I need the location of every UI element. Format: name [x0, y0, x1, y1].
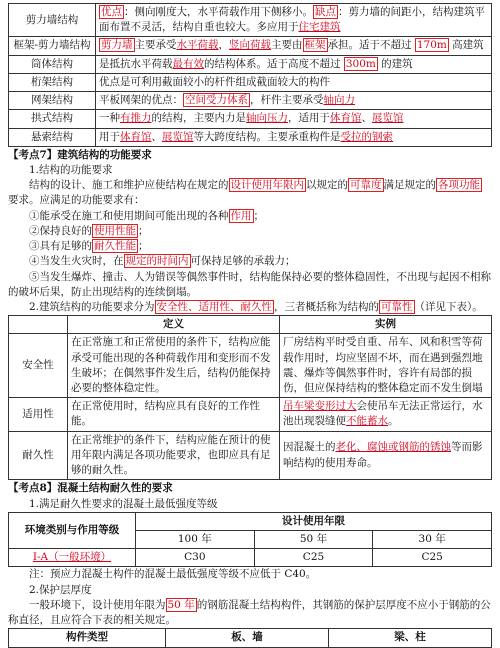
- table-row: [9, 37, 492, 55]
- text-segment: 一种: [99, 112, 120, 125]
- function-definition: [68, 398, 280, 431]
- function-example: [280, 398, 492, 431]
- function-name: 耐久性: [9, 431, 68, 480]
- highlight-text: 可靠性: [381, 300, 413, 313]
- section8-sub2: 2.保护层厚度: [29, 583, 92, 596]
- table-row: [9, 4, 492, 37]
- text-segment: （详见下表）。: [414, 300, 483, 313]
- text-segment: 优点是可利用截面较小的杆件组成截面较大的构件: [99, 75, 330, 88]
- requirement-item: [8, 270, 492, 300]
- text-segment: ④当发生火灾时，在: [29, 255, 124, 268]
- highlight-text: 体育馆: [330, 112, 362, 125]
- highlight-text: 老化、腐蚀或钢筋的锈蚀: [335, 441, 451, 454]
- highlight-text: 安全性、适用性、耐久性: [156, 300, 273, 313]
- highlight-text: 竖向荷载: [229, 39, 271, 52]
- structure-name: 剪力墙结构: [9, 4, 96, 37]
- grade-table-row-label: I-A（一般环境）: [9, 549, 136, 567]
- text-segment: 一般环境下，设计使用年限为: [29, 598, 166, 611]
- highlight-text: 170m: [416, 39, 447, 52]
- function-definition: [68, 334, 280, 398]
- text-segment: ，: [218, 39, 229, 52]
- text-segment: ；: [138, 224, 149, 237]
- function-table: [8, 315, 492, 480]
- grade-table-value: C25: [254, 549, 373, 567]
- text-segment: 高建筑: [448, 39, 484, 52]
- cover-table: [8, 628, 492, 647]
- section8-sub1: 1.满足耐久性要求的混凝土最低强度等级: [29, 497, 218, 510]
- requirement-item: [8, 224, 492, 239]
- text-segment: ；: [138, 240, 149, 253]
- grade-table-left-header: 环境类别与作用等级: [9, 512, 136, 548]
- cover-table-header-type: 构件类型: [9, 629, 166, 647]
- table-row: [9, 73, 492, 91]
- structure-description: [96, 110, 492, 128]
- grade-table: [8, 512, 492, 568]
- text-segment: 在正常施工和正常使用的条件下，结构应能承受可能出现的各种荷载作用和变形而不发生破坏；在偶然事件发生后，结构仍能保持必要的整体稳定性。: [71, 336, 271, 395]
- function-table-corner: [9, 316, 68, 334]
- highlight-text: 300m: [345, 57, 376, 70]
- function-table-header-definition: 定义: [68, 316, 280, 334]
- highlight-text: 框架: [304, 39, 326, 52]
- text-segment: 在正常维护的条件下，结构应能在预计的使用年限内满足各项功能要求，也即应具有足够的耐久性。: [71, 433, 271, 477]
- text-segment: 的建筑: [377, 57, 413, 70]
- structure-name: 筒体结构: [9, 55, 96, 73]
- text-segment: 的结构体系。适于高度不超过: [204, 57, 344, 70]
- grade-table-year: 100 年: [136, 531, 255, 549]
- text-segment: 主要承受: [134, 39, 177, 52]
- highlight-text: 轴向力: [323, 94, 355, 107]
- structure-table: [8, 3, 492, 147]
- function-example: [280, 334, 492, 398]
- text-segment: ：剪力墙的间距小，结构建筑平面布置不灵活，结构自重也较大。多应用于: [99, 6, 485, 34]
- text-segment: 会使吊车无法正常运行，水池出现裂缝便: [283, 400, 483, 428]
- highlight-text: 优点: [101, 6, 122, 18]
- text-segment: ：侧向刚度大，水平荷载作用下侧移小。: [124, 6, 313, 18]
- table-row: [9, 334, 492, 398]
- highlight-text: 可靠度: [350, 179, 382, 192]
- function-table-header-example: 实例: [280, 316, 492, 334]
- highlight-text: 受拉的钢索: [340, 130, 393, 143]
- structure-name: 拱式结构: [9, 110, 96, 128]
- highlight-text: 不能蓄水: [346, 415, 388, 428]
- highlight-text: 轴向压力: [246, 112, 288, 125]
- section7-para2: [8, 300, 492, 315]
- section7-para1: [8, 178, 492, 208]
- cover-table-header-slab: 板、墙: [166, 629, 329, 647]
- structure-description: [96, 37, 492, 55]
- table-row: [9, 92, 492, 110]
- text-segment: ，适用于: [288, 112, 330, 125]
- table-row: [9, 128, 492, 146]
- text-segment: ⑤当发生爆炸、撞击、人为错误等偶然事件时，结构能保持必要的整体稳固性，不出现与起因不相称的破坏后果，防止出现结构的连续倒塌。: [8, 270, 491, 298]
- section7-requirement-list: [8, 209, 492, 300]
- table-row: [9, 431, 492, 480]
- text-segment: 、: [361, 112, 372, 125]
- grade-table-value: C25: [373, 549, 492, 567]
- section8-para3: [8, 598, 492, 628]
- highlight-text: 50 年: [167, 598, 195, 611]
- text-segment: 。: [388, 415, 399, 428]
- cover-table-header-beam: 梁、柱: [329, 629, 492, 647]
- requirement-item: [8, 209, 492, 224]
- grade-table-value: C30: [136, 549, 255, 567]
- function-name: 安全性: [9, 334, 68, 398]
- highlight-text: 体育馆: [120, 130, 152, 143]
- text-segment: 要求。应满足的功能要求有：: [8, 194, 145, 207]
- structure-description: [96, 73, 492, 91]
- highlight-text: 水平荷载: [176, 39, 219, 52]
- text-segment: 承担。适于不超过: [327, 39, 415, 52]
- text-segment: ，杆件主要承受: [250, 94, 324, 107]
- highlight-text: 空间受力体系: [185, 94, 248, 107]
- highlight-text: 耐久性能: [94, 240, 136, 253]
- function-definition: [68, 431, 280, 480]
- text-segment: 等大跨度结构。主要承重构件是: [193, 130, 341, 143]
- text-segment: 主要由: [271, 39, 303, 52]
- text-segment: 是抵抗水平荷载: [99, 57, 173, 70]
- grade-note: 注：预应力混凝土构件的混凝土最低强度等级不应低于 C40。: [29, 568, 317, 581]
- grade-table-year: 30 年: [373, 531, 492, 549]
- highlight-text: 各项功能: [438, 179, 480, 192]
- highlight-text: 使用性能: [94, 224, 136, 237]
- text-segment: 的结构，主要内力是: [151, 112, 246, 125]
- highlight-text: 吊车梁变形过大: [283, 400, 357, 413]
- highlight-text: 作用: [230, 209, 252, 222]
- text-segment: ②保持良好的: [29, 224, 92, 237]
- text-segment: ，三者概括称为结构的: [274, 300, 380, 313]
- highlight-text: 住宅建筑: [298, 21, 341, 34]
- requirement-item: [8, 239, 492, 254]
- text-segment: 结构的设计、施工和维护应使结构在规定的: [29, 179, 229, 192]
- structure-description: [96, 92, 492, 110]
- text-segment: 在正常使用时，结构应具有良好的工作性能。: [71, 400, 260, 428]
- highlight-text: 展览馆: [162, 130, 194, 143]
- section8-heading: 【考点8】混凝土结构耐久性的要求: [8, 482, 173, 495]
- section7-sub1: 1.结构的功能要求: [29, 163, 113, 176]
- structure-name: 网架结构: [9, 92, 96, 110]
- grade-table-year: 50 年: [254, 531, 373, 549]
- text-segment: 、: [151, 130, 162, 143]
- text-segment: 平板网架的优点：: [99, 94, 183, 107]
- text-segment: 因混凝土的: [283, 441, 336, 454]
- structure-name: 框架-剪力墙结构: [9, 37, 96, 55]
- highlight-text: 最有效: [172, 57, 204, 70]
- text-segment: 的钢筋混凝土结构构件，其钢筋的保护层厚度不应小于钢筋的公称直径，且应符合下表的相关规定。: [8, 598, 491, 627]
- highlight-text: 设计使用年限内: [230, 179, 304, 192]
- text-segment: ；: [253, 209, 264, 222]
- highlight-text: 剪力墙: [101, 39, 133, 52]
- text-segment: 满足规定的: [383, 179, 436, 192]
- highlight-text: 有推力: [120, 112, 152, 125]
- text-segment: 2.建筑结构的功能要求分为: [29, 300, 155, 313]
- highlight-text: 缺点: [315, 6, 336, 18]
- text-segment: 以规定的: [306, 179, 348, 192]
- text-segment: 厂房结构平时受自重、吊车、风和积雪等荷载作用时，均应坚固不坏，而在遇到强烈地震、爆炸等偶然事件时，容许有局部的损伤，但应保持结构的整体稳定而不发生倒塌: [283, 336, 483, 395]
- highlight-text: 规定的时间内: [125, 255, 189, 268]
- grade-table-group-header: 设计使用年限: [136, 512, 492, 530]
- requirement-item: [8, 254, 492, 269]
- structure-name: 桁架结构: [9, 73, 96, 91]
- text-segment: 用于: [99, 130, 120, 143]
- text-segment: ③具有足够的: [29, 240, 92, 253]
- structure-description: [96, 4, 492, 37]
- structure-name: 悬索结构: [9, 128, 96, 146]
- highlight-text: 展览馆: [372, 112, 404, 125]
- table-row: [9, 55, 492, 73]
- table-row: [9, 110, 492, 128]
- text-segment: 等而影响结构的使用寿命。: [283, 441, 483, 469]
- structure-description: [96, 55, 492, 73]
- table-row: [9, 398, 492, 431]
- text-segment: ①能承受在施工和使用期间可能出现的各种: [29, 209, 229, 222]
- text-segment: 可保持足够的承载力；: [190, 255, 296, 268]
- function-name: 适用性: [9, 398, 68, 431]
- function-example: [280, 431, 492, 480]
- structure-description: [96, 128, 492, 146]
- section7-heading: 【考点7】建筑结构的功能要求: [8, 148, 152, 161]
